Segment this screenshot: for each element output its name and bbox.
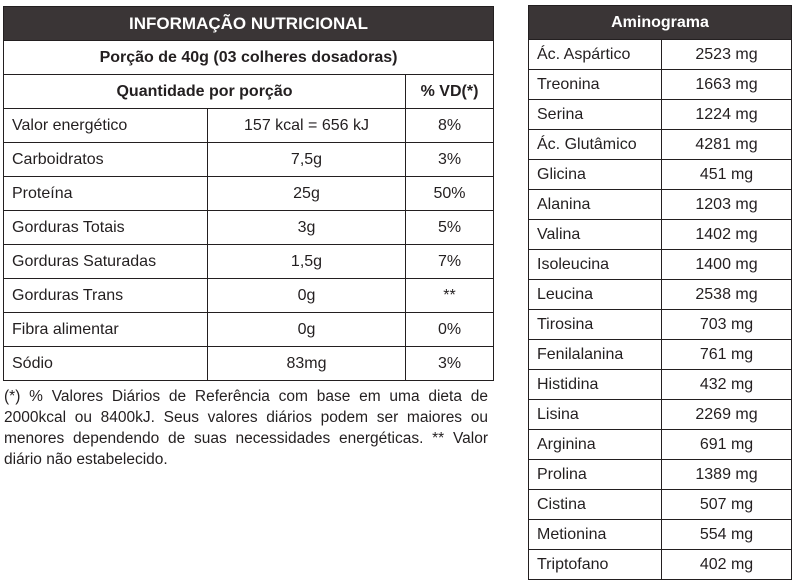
amino-acid-amount: 451 mg: [662, 160, 792, 190]
aminogram-title: Aminograma: [529, 6, 792, 40]
nutrient-amount: 3g: [208, 211, 406, 245]
portion-size: Porção de 40g (03 colheres dosadoras): [4, 41, 494, 75]
header-quantity: Quantidade por porção: [4, 75, 406, 109]
nutrient-daily-value: 7%: [406, 245, 494, 279]
amino-acid-amount: 1663 mg: [662, 70, 792, 100]
nutrient-name: Proteína: [4, 177, 208, 211]
amino-acid-name: Prolina: [529, 460, 662, 490]
nutrient-name: Sódio: [4, 347, 208, 381]
nutrition-row: [4, 143, 494, 177]
aminogram-row: [529, 40, 792, 70]
aminogram-row: [529, 340, 792, 370]
amino-acid-name: Leucina: [529, 280, 662, 310]
amino-acid-name: Treonina: [529, 70, 662, 100]
amino-acid-name: Isoleucina: [529, 250, 662, 280]
aminogram-row: [529, 370, 792, 400]
nutrition-row: [4, 177, 494, 211]
nutrition-row: [4, 313, 494, 347]
nutrient-name: Valor energético: [4, 109, 208, 143]
nutrient-amount: 7,5g: [208, 143, 406, 177]
amino-acid-amount: 4281 mg: [662, 130, 792, 160]
aminogram-row: [529, 130, 792, 160]
aminogram-row: [529, 100, 792, 130]
nutrition-row: [4, 245, 494, 279]
nutrient-name: Gorduras Saturadas: [4, 245, 208, 279]
amino-acid-amount: 1402 mg: [662, 220, 792, 250]
aminogram-row: [529, 430, 792, 460]
nutrition-title: INFORMAÇÃO NUTRICIONAL: [4, 7, 494, 41]
nutrient-daily-value: 0%: [406, 313, 494, 347]
amino-acid-amount: 691 mg: [662, 430, 792, 460]
aminogram-row: [529, 400, 792, 430]
nutrition-row: [4, 279, 494, 313]
nutrient-amount: 157 kcal = 656 kJ: [208, 109, 406, 143]
aminogram-table: [528, 5, 792, 580]
amino-acid-amount: 402 mg: [662, 550, 792, 580]
amino-acid-name: Lisina: [529, 400, 662, 430]
nutrient-name: Gorduras Totais: [4, 211, 208, 245]
nutrient-daily-value: **: [406, 279, 494, 313]
amino-acid-name: Arginina: [529, 430, 662, 460]
aminogram-row: [529, 310, 792, 340]
amino-acid-name: Metionina: [529, 520, 662, 550]
aminogram-row: [529, 280, 792, 310]
nutrient-amount: 0g: [208, 313, 406, 347]
amino-acid-amount: 1203 mg: [662, 190, 792, 220]
amino-acid-name: Tirosina: [529, 310, 662, 340]
amino-acid-amount: 2269 mg: [662, 400, 792, 430]
amino-acid-amount: 2538 mg: [662, 280, 792, 310]
aminogram-row: [529, 250, 792, 280]
aminogram-row: [529, 550, 792, 580]
nutrient-amount: 0g: [208, 279, 406, 313]
aminogram-row: [529, 520, 792, 550]
amino-acid-name: Triptofano: [529, 550, 662, 580]
amino-acid-amount: 1224 mg: [662, 100, 792, 130]
aminogram-row: [529, 160, 792, 190]
nutrient-daily-value: 3%: [406, 143, 494, 177]
nutrient-name: Gorduras Trans: [4, 279, 208, 313]
amino-acid-name: Fenilalanina: [529, 340, 662, 370]
amino-acid-name: Ác. Aspártico: [529, 40, 662, 70]
nutrition-row: [4, 109, 494, 143]
aminogram-row: [529, 70, 792, 100]
nutrient-amount: 83mg: [208, 347, 406, 381]
amino-acid-amount: 2523 mg: [662, 40, 792, 70]
amino-acid-name: Histidina: [529, 370, 662, 400]
nutrient-name: Carboidratos: [4, 143, 208, 177]
aminogram-row: [529, 490, 792, 520]
nutrition-row: [4, 211, 494, 245]
nutrition-footnote: (*) % Valores Diários de Referência com base em uma dieta de 2000kcal ou 8400kJ. Seus valores diários podem ser maiores ou menores dependendo de suas necessidades energéticas. ** Valor diário não estabelecido.: [4, 388, 488, 468]
amino-acid-amount: 432 mg: [662, 370, 792, 400]
nutrition-facts-table: [3, 6, 494, 381]
amino-acid-name: Alanina: [529, 190, 662, 220]
amino-acid-amount: 1389 mg: [662, 460, 792, 490]
aminogram-row: [529, 220, 792, 250]
nutrient-daily-value: 3%: [406, 347, 494, 381]
amino-acid-amount: 761 mg: [662, 340, 792, 370]
nutrient-amount: 25g: [208, 177, 406, 211]
nutrient-amount: 1,5g: [208, 245, 406, 279]
nutrient-daily-value: 8%: [406, 109, 494, 143]
nutrition-row: [4, 347, 494, 381]
nutrient-daily-value: 50%: [406, 177, 494, 211]
nutrient-daily-value: 5%: [406, 211, 494, 245]
amino-acid-name: Serina: [529, 100, 662, 130]
amino-acid-name: Glicina: [529, 160, 662, 190]
aminogram-row: [529, 190, 792, 220]
amino-acid-amount: 554 mg: [662, 520, 792, 550]
amino-acid-name: Cistina: [529, 490, 662, 520]
header-daily-value: % VD(*): [406, 75, 494, 109]
aminogram-row: [529, 460, 792, 490]
amino-acid-amount: 1400 mg: [662, 250, 792, 280]
amino-acid-name: Valina: [529, 220, 662, 250]
amino-acid-name: Ác. Glutâmico: [529, 130, 662, 160]
nutrient-name: Fibra alimentar: [4, 313, 208, 347]
amino-acid-amount: 507 mg: [662, 490, 792, 520]
amino-acid-amount: 703 mg: [662, 310, 792, 340]
